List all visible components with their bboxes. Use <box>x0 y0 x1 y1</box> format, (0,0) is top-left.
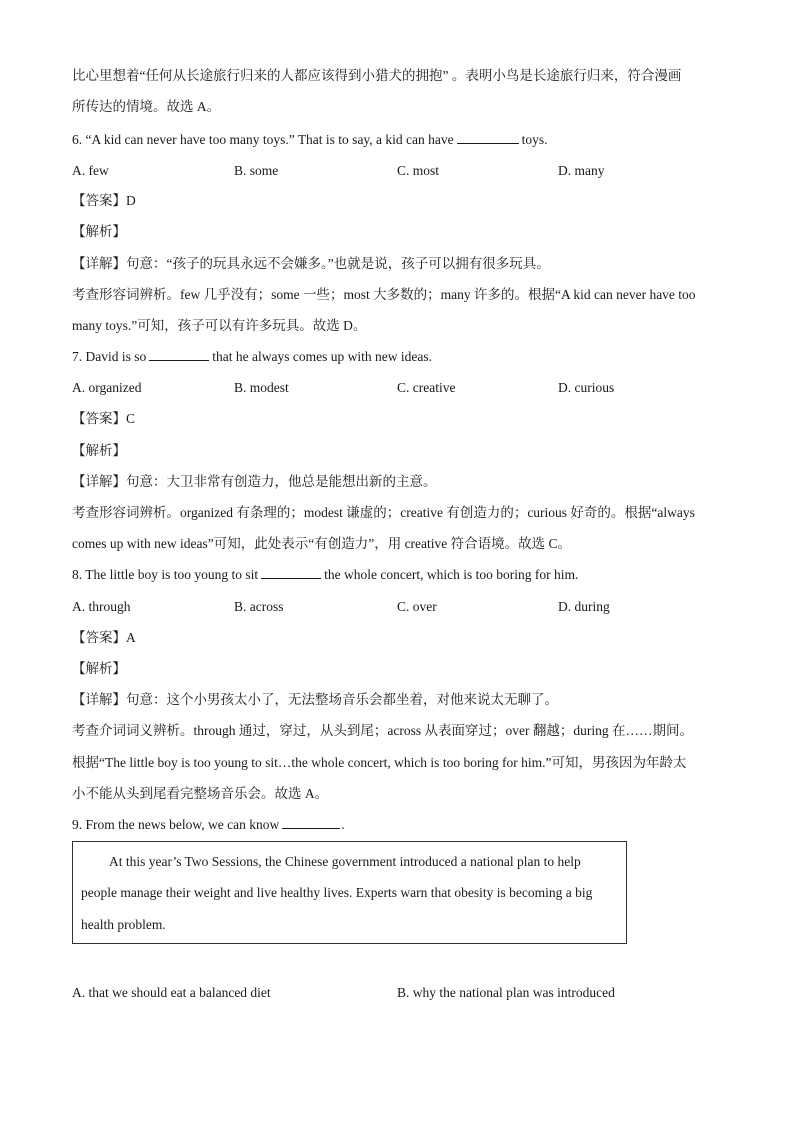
question-8-stem <box>72 566 578 584</box>
question-6-option-c: C. most <box>397 163 440 178</box>
question-6-detail: 【详解】句意：“孩子的玩具永远不会嫌多。”也就是说，孩子可以拥有很多玩具。 <box>72 256 550 271</box>
question-9-option-a: A. that we should eat a balanced diet <box>72 985 271 1000</box>
question-6-explanation-2: many toys.”可知，孩子可以有许多玩具。故选 D。 <box>72 318 367 333</box>
question-8-option-c: C. over <box>397 599 437 614</box>
news-line-2: people manage their weight and live healthy lives. Experts warn that obesity is becoming a big <box>81 885 593 900</box>
question-7-explanation-2: comes up with new ideas”可知，此处表示“有创造力”，用 creative 符合语境。故选 C。 <box>72 536 572 551</box>
question-8-stem-part-b: the whole concert, which is too boring for him. <box>324 567 579 582</box>
news-passage-box <box>72 841 627 944</box>
question-9-stem <box>72 816 345 834</box>
news-line-1: At this year’s Two Sessions, the Chinese government introduced a national plan to help <box>109 854 581 869</box>
question-6-explanation-1: 考查形容词辨析。few 几乎没有；some 一些；most 大多数的；many 许多的。根据“A kid can never have too <box>72 287 696 302</box>
question-6-option-d: D. many <box>558 163 605 178</box>
question-7-explanation-1: 考查形容词辨析。organized 有条理的；modest 谦虚的；creative 有创造力的；curious 好奇的。根据“always <box>72 505 695 520</box>
news-line-3: health problem. <box>81 917 166 932</box>
question-6-stem <box>72 131 548 149</box>
question-6-option-b: B. some <box>234 163 279 178</box>
question-9-stem-part-a: 9. From the news below, we can know <box>72 817 280 832</box>
question-9-option-b: B. why the national plan was introduced <box>397 985 615 1000</box>
question-7-option-d: D. curious <box>558 380 615 395</box>
intro-line-2: 所传达的情境。故选 A。 <box>72 99 221 114</box>
question-9-stem-part-b: . <box>341 817 345 832</box>
question-8-explanation-3: 小不能从头到尾看完整场音乐会。故选 A。 <box>72 786 329 801</box>
question-8-option-d: D. during <box>558 599 610 614</box>
answer-blank <box>149 348 209 361</box>
question-7-option-a: A. organized <box>72 380 142 395</box>
question-6-stem-part-b: toys. <box>521 132 548 147</box>
intro-line-1: 比心里想着“任何从长途旅行归来的人都应该得到小猎犬的拥抱” 。表明小鸟是长途旅行归来，符合漫画 <box>72 68 682 83</box>
question-6-option-a: A. few <box>72 163 109 178</box>
question-6-answer: 【答案】D <box>72 193 136 208</box>
question-7-option-c: C. creative <box>397 380 456 395</box>
answer-blank <box>457 131 519 144</box>
question-7-detail: 【详解】句意：大卫非常有创造力，他总是能想出新的主意。 <box>72 474 437 489</box>
question-6-analysis-label: 【解析】 <box>72 224 126 239</box>
question-7-analysis-label: 【解析】 <box>72 443 126 458</box>
answer-blank <box>282 816 340 829</box>
question-8-analysis-label: 【解析】 <box>72 661 126 676</box>
question-8-explanation-1: 考查介词词义辨析。through 通过，穿过，从头到尾；across 从表面穿过；over 翻越；during 在……期间。 <box>72 723 693 738</box>
question-8-option-b: B. across <box>234 599 284 614</box>
question-8-stem-part-a: 8. The little boy is too young to sit <box>72 567 259 582</box>
question-7-option-b: B. modest <box>234 380 289 395</box>
question-7-stem-part-a: 7. David is so <box>72 349 147 364</box>
question-6-stem-part-a: 6. “A kid can never have too many toys.” That is to say, a kid can have <box>72 132 454 147</box>
question-8-explanation-2: 根据“The little boy is too young to sit…the whole concert, which is too boring for him.”可知，男孩因为年龄太 <box>72 755 687 770</box>
question-7-stem-part-b: that he always comes up with new ideas. <box>212 349 432 364</box>
question-8-answer: 【答案】A <box>72 630 136 645</box>
question-8-option-a: A. through <box>72 599 131 614</box>
question-8-detail: 【详解】句意：这个小男孩太小了，无法整场音乐会都坐着，对他来说太无聊了。 <box>72 692 558 707</box>
answer-blank <box>261 566 321 579</box>
question-7-stem <box>72 348 432 366</box>
question-7-answer: 【答案】C <box>72 411 136 426</box>
